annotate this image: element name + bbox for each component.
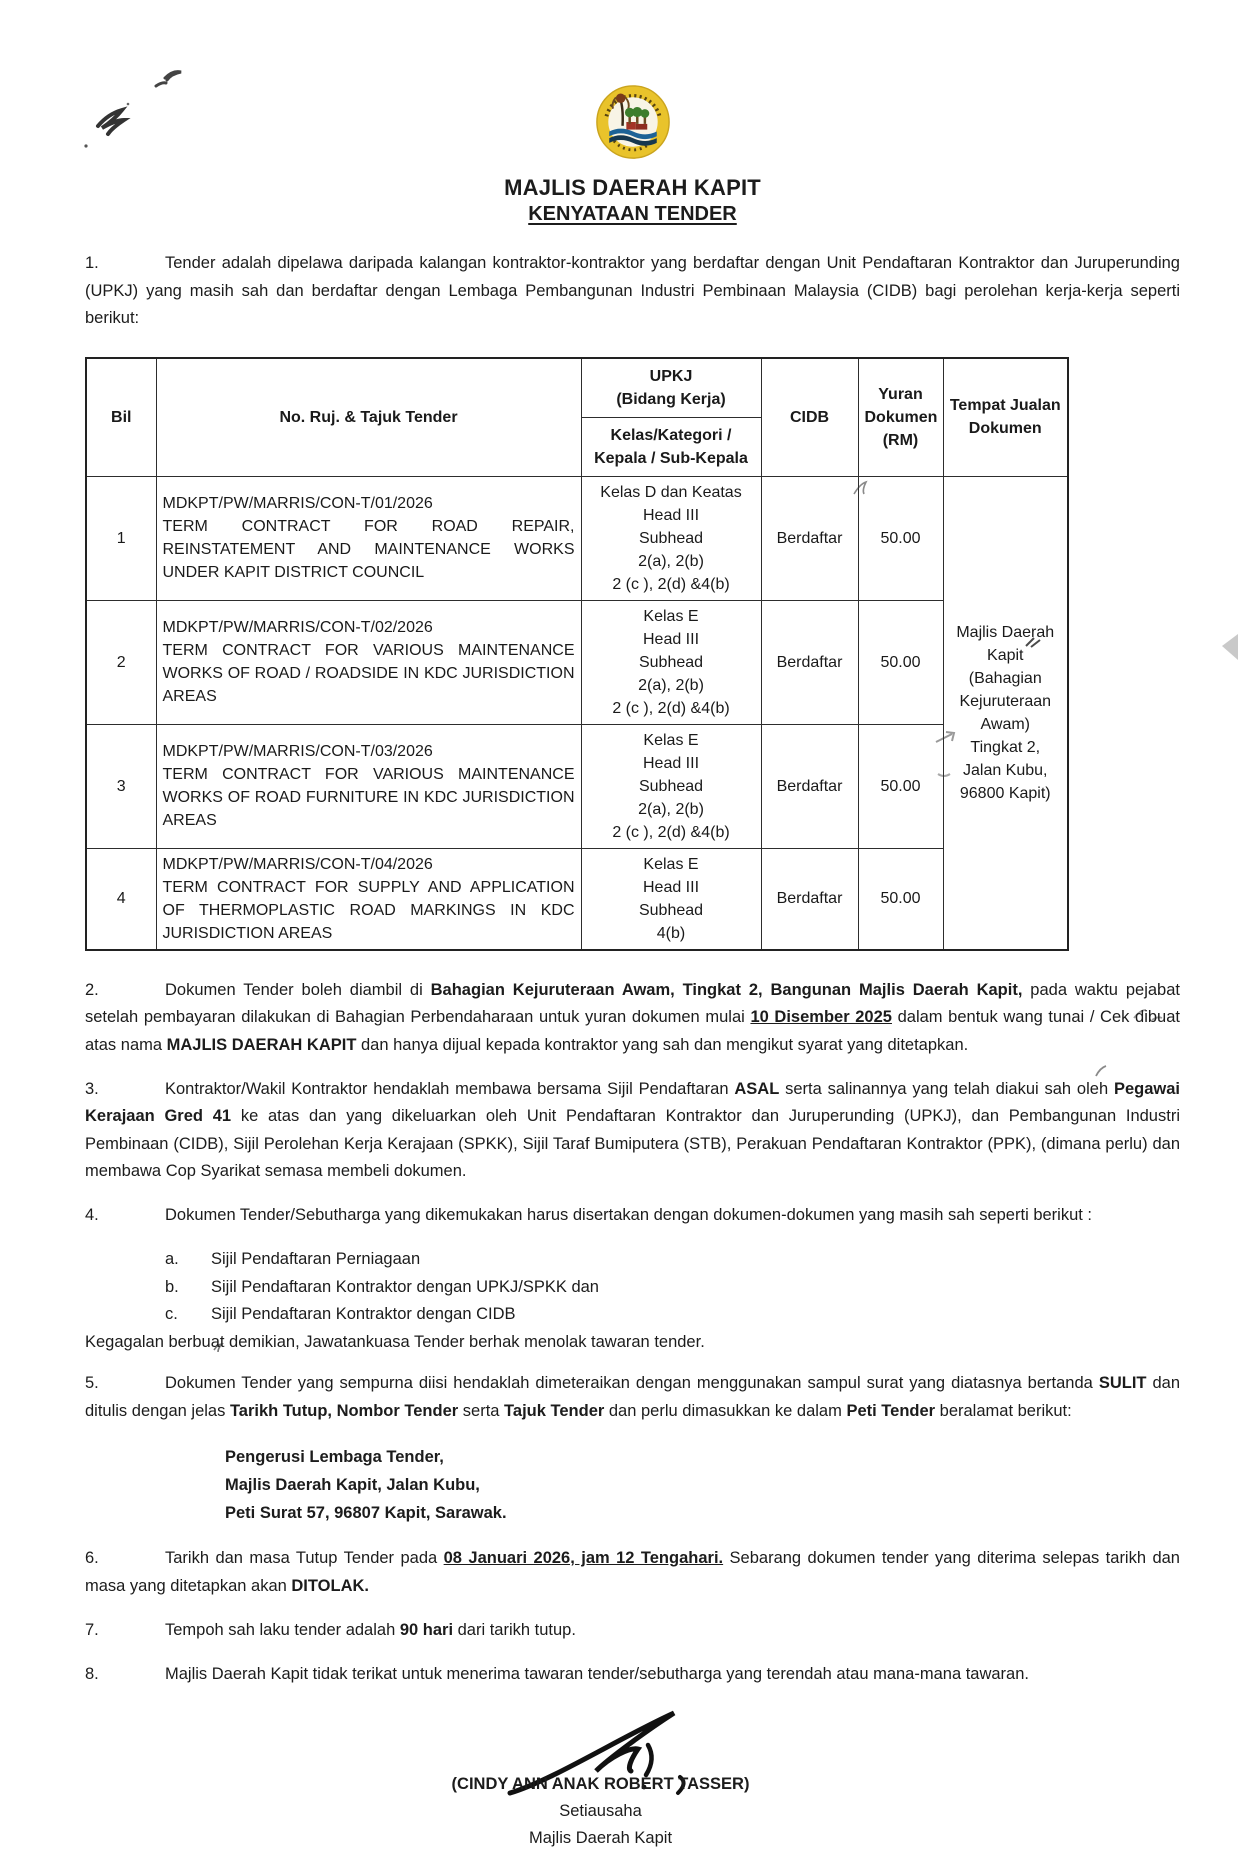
paragraph-text: Dokumen Tender yang sempurna diisi hendaklah dimeteraikan dengan menggunakan sampul surat yang diatasnya bertanda SULIT dan ditulis dengan jelas Tarikh Tutup, Nombor Tender serta Tajuk Tender dan perlu dimasukkan ke dalam Peti Tender beralamat berikut: (85, 1374, 1180, 1420)
paragraph-5 (85, 1370, 1180, 1425)
table-row (86, 724, 1068, 848)
col-header-cidb: CIDB (761, 358, 858, 477)
tender-title: TERM CONTRACT FOR SUPPLY AND APPLICATION OF THERMOPLASTIC ROAD MARKINGS IN KDC JURISDICTION AREAS (162, 878, 575, 942)
row-fee: 50.00 (858, 600, 943, 724)
paragraph-1 (85, 250, 1180, 333)
col-header-upkj (581, 358, 761, 477)
paragraph-text: Tarikh dan masa Tutup Tender pada 08 Januari 2026, jam 12 Tengahari. Sebarang dokumen tender yang diterima selepas tarikh dan masa yang ditetapkan akan DITOLAK. (85, 1549, 1180, 1595)
signatory-org: Majlis Daerah Kapit (528, 1828, 673, 1847)
tender-box-address: Pengerusi Lembaga Tender, Majlis Daerah Kapit, Jalan Kubu, Peti Surat 57, 96807 Kapit, Sarawak. (225, 1448, 507, 1522)
tender-title: TERM CONTRACT FOR ROAD REPAIR, REINSTATEMENT AND MAINTENANCE WORKS UNDER KAPIT DISTRICT COUNCIL (162, 518, 575, 581)
row-ref-title (156, 724, 581, 848)
paragraph-number: 6. (85, 1549, 99, 1567)
upkj-header-line1: UPKJ (649, 367, 693, 385)
list-letter: b. (165, 1277, 179, 1296)
tender-title: TERM CONTRACT FOR VARIOUS MAINTENANCE WORKS OF ROAD / ROADSIDE IN KDC JURISDICTION AREAS (162, 642, 575, 705)
council-crest-icon (595, 84, 671, 160)
row-bil: 1 (86, 476, 156, 600)
paragraph-2 (85, 977, 1180, 1060)
row-fee: 50.00 (858, 848, 943, 950)
scan-artifact (1216, 630, 1240, 670)
list-letter: c. (165, 1305, 178, 1323)
paragraph-number: 5. (85, 1374, 99, 1392)
paragraph-3 (85, 1076, 1180, 1186)
row-upkj: Kelas D dan Keatas Head III Subhead 2(a), 2(b) 2 (c ), 2(d) &4(b) (581, 476, 761, 600)
tender-ref-no: MDKPT/PW/MARRIS/CON-T/04/2026 (162, 855, 433, 873)
upkj-header-line2: (Bidang Kerja) (616, 390, 726, 408)
paragraph-7 (85, 1617, 1180, 1645)
signatory-name: (CINDY ANN ANAK ROBERT TASSER) (451, 1774, 750, 1793)
list-item-b (85, 1274, 1180, 1302)
col-header-fee: Yuran Dokumen (RM) (858, 358, 943, 477)
row-bil: 4 (86, 848, 156, 950)
list-text: Sijil Pendaftaran Kontraktor dengan CIDB (211, 1305, 516, 1323)
list-letter: a. (165, 1250, 179, 1268)
list-text: Sijil Pendaftaran Perniagaan (211, 1250, 421, 1268)
tender-table (85, 357, 1069, 951)
list-text: Sijil Pendaftaran Kontraktor dengan UPKJ/SPKK dan (211, 1277, 599, 1296)
row-bil: 2 (86, 600, 156, 724)
row-fee: 50.00 (858, 724, 943, 848)
row-ref-title (156, 848, 581, 950)
row-cidb: Berdaftar (761, 600, 858, 724)
tender-ref-no: MDKPT/PW/MARRIS/CON-T/03/2026 (162, 743, 433, 760)
paragraph-text: Tender adalah dipelawa daripada kalangan kontraktor-kontraktor yang berdaftar dengan Unit Pendaftaran Kontraktor dan Juruperunding (UPKJ) yang masih sah dan berdaftar dengan Lembaga Pembangunan Industri Pembinaan Malaysia (CIDB) bagi perolehan kerja-kerja seperti berikut: (85, 254, 1180, 327)
col-header-ref: No. Ruj. & Tajuk Tender (156, 358, 581, 477)
document-title: KENYATAAN TENDER (528, 203, 737, 225)
row-ref-title (156, 476, 581, 600)
row-cidb: Berdaftar (761, 724, 858, 848)
table-row (86, 476, 1068, 600)
paragraph-4 (85, 1202, 1180, 1230)
row-bil: 3 (86, 724, 156, 848)
paragraph-text: Tempoh sah laku tender adalah 90 hari dari tarikh tutup. (165, 1620, 576, 1639)
col-header-venue: Tempat Jualan Dokumen (943, 358, 1068, 477)
paragraph-number: 8. (85, 1664, 99, 1683)
tender-title: TERM CONTRACT FOR VARIOUS MAINTENANCE WORKS OF ROAD FURNITURE IN KDC JURISDICTION AREAS (162, 766, 575, 829)
list-item-a (85, 1246, 1180, 1274)
list-item-c (85, 1301, 1180, 1329)
signatory-role: Setiausaha (559, 1801, 642, 1820)
council-logo (85, 0, 1180, 165)
paragraph-text: Dokumen Tender boleh diambil di Bahagian Kejuruteraan Awam, Tingkat 2, Bangunan Majlis Daerah Kapit, pada waktu pejabat setelah pembayaran dilakukan di Bahagian Perbendaharaan untuk yuran dokumen mulai 10 Disember 2025 dalam bentuk wang tunai / Cek dibuat atas nama MAJLIS DAERAH KAPIT dan hanya dijual kepada kontraktor yang sah dan mengikut syarat yang ditetapkan. (85, 980, 1180, 1054)
paragraph-text: Majlis Daerah Kapit tidak terikat untuk menerima tawaran tender/sebutharga yang terendah atau mana-mana tawaran. (165, 1664, 1029, 1683)
row-upkj: Kelas E Head III Subhead 2(a), 2(b) 2 (c ), 2(d) &4(b) (581, 600, 761, 724)
row-fee: 50.00 (858, 476, 943, 600)
row-upkj: Kelas E Head III Subhead 4(b) (581, 848, 761, 950)
paragraph-number: 2. (85, 980, 99, 999)
org-name: MAJLIS DAERAH KAPIT (504, 175, 761, 200)
paragraph-text: Kontraktor/Wakil Kontraktor hendaklah membawa bersama Sijil Pendaftaran ASAL serta salinannya yang telah diakui sah oleh Pegawai Kerajaan Gred 41 ke atas dan yang dikeluarkan oleh Unit Pendaftaran Kontraktor dan Juruperunding (UPKJ), dan Pembangunan Industri Pembinaan (CIDB), Sijil Perolehan Kerja Kerajaan (SPKK), Sijil Taraf Bumiputera (STB), Perakuan Pendaftaran Kontraktor (PPK), (dimana perlu) dan membawa Cop Syarikat semasa membeli dokumen. (85, 1079, 1181, 1180)
table-header-row (86, 358, 1068, 477)
paragraph-8 (85, 1661, 1180, 1689)
paragraph-number: 4. (85, 1206, 99, 1224)
row-cidb: Berdaftar (761, 476, 858, 600)
row-upkj: Kelas E Head III Subhead 2(a), 2(b) 2 (c ), 2(d) &4(b) (581, 724, 761, 848)
tender-ref-no: MDKPT/PW/MARRIS/CON-T/02/2026 (162, 619, 433, 636)
paragraph-number: 1. (85, 254, 99, 272)
table-row (86, 848, 1068, 950)
paragraph-number: 7. (85, 1620, 99, 1639)
row-ref-title (156, 600, 581, 724)
table-row (86, 600, 1068, 724)
upkj-subheader: Kelas/Kategori / Kepala / Sub-Kepala (594, 426, 748, 467)
venue-cell: Majlis Daerah Kapit (Bahagian Kejuruteraan Awam) Tingkat 2, Jalan Kubu, 96800 Kapit) (943, 476, 1068, 950)
paragraph-text: Dokumen Tender/Sebutharga yang dikemukakan harus disertakan dengan dokumen-dokumen yang masih sah seperti berikut : (165, 1206, 1093, 1224)
tender-ref-no: MDKPT/PW/MARRIS/CON-T/01/2026 (162, 495, 433, 512)
paragraph-4-closing: Kegagalan berbuat demikian, Jawatankuasa Tender berhak menolak tawaran tender. (85, 1332, 705, 1351)
paragraph-number: 3. (85, 1079, 99, 1098)
row-cidb: Berdaftar (761, 848, 858, 950)
col-header-bil: Bil (86, 358, 156, 477)
paragraph-6 (85, 1545, 1180, 1600)
signature-block (53, 1705, 1148, 1852)
